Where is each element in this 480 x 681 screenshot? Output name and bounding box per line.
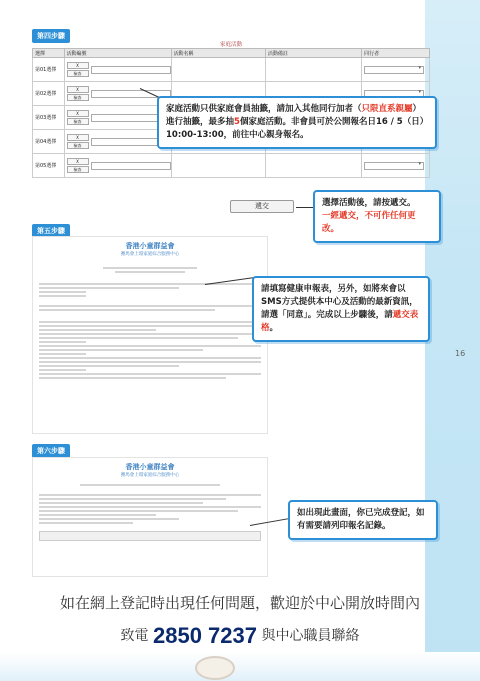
activity-code-cell xyxy=(64,82,171,106)
footer-prefix: 致電 xyxy=(120,628,149,644)
row-label: 第03選擇 xyxy=(33,106,65,130)
footer-suffix: 與中心職員聯絡 xyxy=(261,628,360,644)
activity-code-cell xyxy=(64,106,171,130)
companion-cell xyxy=(362,58,430,82)
org-subtitle: 賽馬會上環家庭綜合服務中心 xyxy=(120,252,180,257)
activity-code-cell xyxy=(64,130,171,154)
callout-highlight: 一經遞交，不可作任何更改。 xyxy=(322,211,416,234)
clear-button[interactable]: X xyxy=(67,134,89,141)
companion-select[interactable] xyxy=(364,66,424,74)
clear-button[interactable]: X xyxy=(67,158,89,165)
submit-button[interactable]: 遞交 xyxy=(230,200,294,213)
callout-print-record xyxy=(288,500,438,540)
activity-code-cell xyxy=(64,154,171,178)
check-button[interactable]: 檢查 xyxy=(67,142,89,149)
step6-label: 第六步驟 xyxy=(32,444,70,458)
footer-contact xyxy=(0,623,480,649)
activity-code-input[interactable] xyxy=(91,162,171,170)
step5-label: 第五步驟 xyxy=(32,224,70,238)
callout-highlight: 5 xyxy=(234,117,240,127)
clear-button[interactable]: X xyxy=(67,110,89,117)
callout-text: 選擇活動後，請按遞交。 xyxy=(322,198,416,208)
col-header: 活動備註 xyxy=(265,49,361,58)
callout-text: ）進行抽籤，最多抽 xyxy=(166,104,422,127)
clear-button[interactable]: X xyxy=(67,62,89,69)
row-label: 第01選擇 xyxy=(33,58,65,82)
activity-code-cell xyxy=(64,58,171,82)
col-header: 選擇 xyxy=(33,49,65,58)
org-subtitle: 賽馬會上環家庭綜合服務中心 xyxy=(120,473,180,478)
seashell-icon xyxy=(195,656,235,680)
activity-code-input[interactable] xyxy=(91,66,171,74)
companion-cell xyxy=(362,154,430,178)
activity-name-cell xyxy=(171,154,265,178)
footer-message: 如在網上登記時出現任何問題，歡迎於中心開放時間內 xyxy=(59,594,420,612)
callout-health-form xyxy=(252,276,430,342)
callout-text: 個家庭活動。非會員可於公開報名日16 / 5（日）10:00-13:00，前往中心親身報名。 xyxy=(166,117,424,140)
callout-text: 請填寫健康申報表，另外，如將來會以SMS方式提供本中心及活動的最新資訊，請選「同意」。完成以上步驟後，請 xyxy=(261,284,418,320)
clear-button[interactable]: X xyxy=(67,86,89,93)
col-header: 活動編號 xyxy=(64,49,171,58)
check-button[interactable]: 檢查 xyxy=(67,166,89,173)
health-declaration-thumbnail xyxy=(32,236,268,434)
activity-remark-cell xyxy=(265,58,361,82)
step4-label: 第四步驟 xyxy=(32,29,70,43)
check-button[interactable]: 檢查 xyxy=(67,118,89,125)
table-row xyxy=(33,154,430,178)
callout-highlight: 只限直系親屬 xyxy=(361,104,413,114)
activity-name-cell xyxy=(171,58,265,82)
companion-select[interactable] xyxy=(364,162,424,170)
page-number: 16 xyxy=(455,349,466,358)
row-label: 第05選擇 xyxy=(33,154,65,178)
callout-text: 家庭活動只供家庭會員抽籤，請加入其他同行加者（ xyxy=(166,104,362,114)
callout-highlight: 遞交表格 xyxy=(261,310,419,333)
row-label: 第04選擇 xyxy=(33,130,65,154)
activity-remark-cell xyxy=(265,154,361,178)
callout-text: 。 xyxy=(269,323,279,333)
table-header-row xyxy=(33,49,430,58)
col-header: 同行者 xyxy=(362,49,430,58)
callout-text: 如出現此畫面，你已完成登記，如有需要請列印報名記錄。 xyxy=(297,508,425,531)
bottom-decoration xyxy=(0,652,480,681)
row-label: 第02選擇 xyxy=(33,82,65,106)
callout-family-activity xyxy=(157,96,437,149)
phone-number: 2850 7237 xyxy=(153,623,257,648)
table-row xyxy=(33,58,430,82)
check-button[interactable]: 檢查 xyxy=(67,94,89,101)
form-title: 家庭活動 xyxy=(219,42,242,48)
org-logo-text: 香港小童群益會 xyxy=(125,463,175,471)
registration-record-thumbnail xyxy=(32,457,268,577)
check-button[interactable]: 檢查 xyxy=(67,70,89,77)
callout-submit xyxy=(313,190,441,243)
col-header: 活動名稱 xyxy=(171,49,265,58)
org-logo-text: 香港小童群益會 xyxy=(125,242,175,250)
